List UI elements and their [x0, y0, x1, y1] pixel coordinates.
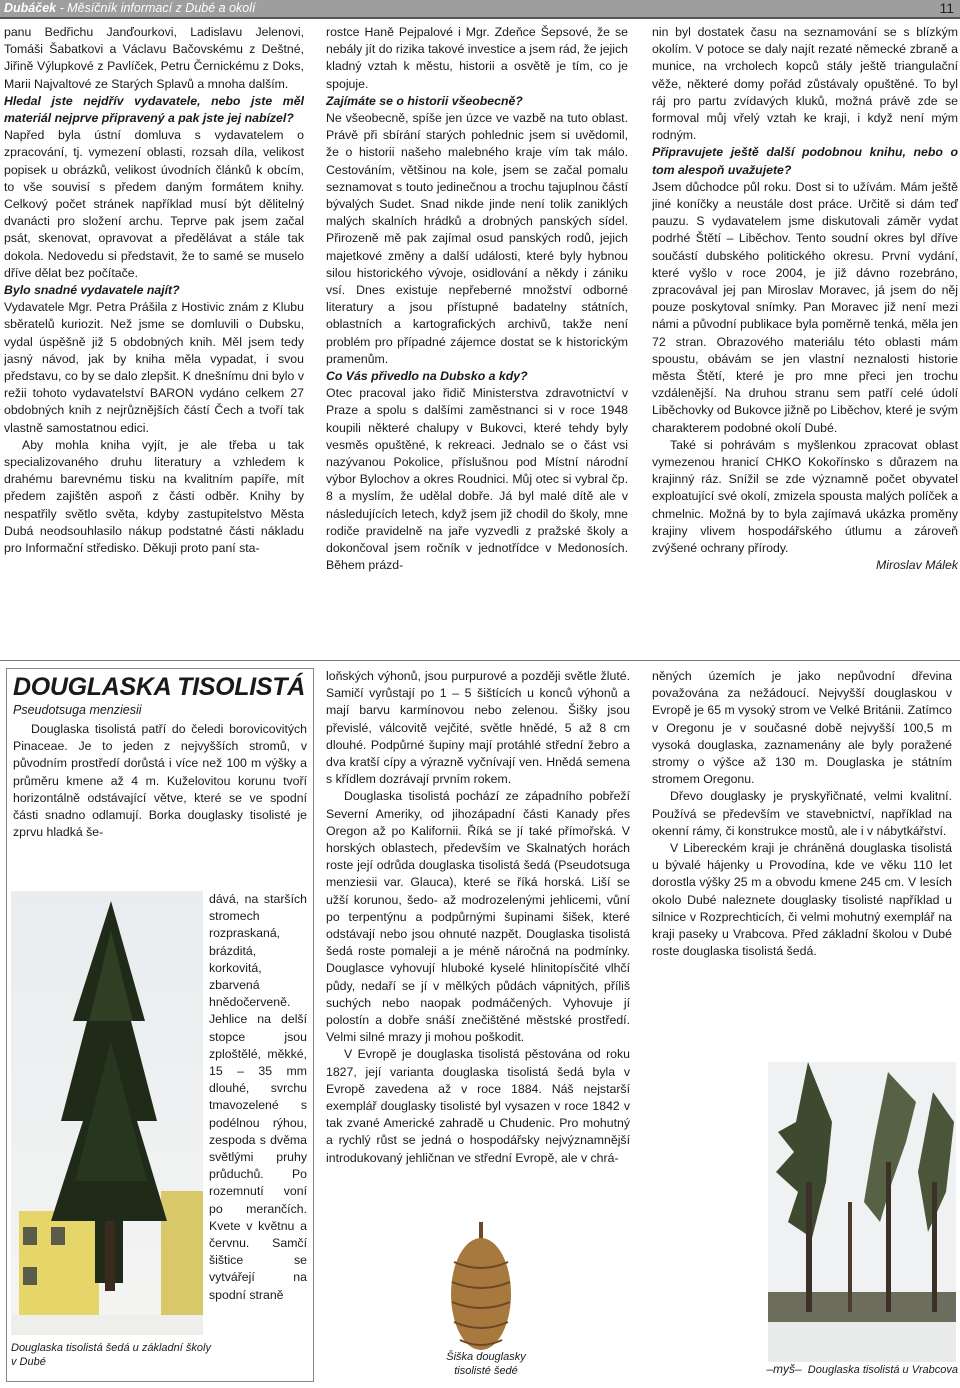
spruce-caption [680, 1362, 958, 1376]
paragraph: Aby mohla kniha vyjít, je ale třeba u tak specializovaného druhu literatury a vzhledem k drahému barevnému tisku na kvalitním papíře, mít předem zajištěn aspoň z části odběr. Knihy by nespatřily světlo světa, kdyby zastupitelstvo Města Dubá neodsouhlasilo nákup podstatné části nákladu pro Informační středisko. Děkuji proto paní sta- [4, 437, 304, 556]
magazine-subtitle: - Měsíčník informací z Dubé a okolí [56, 1, 256, 15]
section-divider [0, 660, 960, 661]
article-title: DOUGLASKA TISOLISTÁ [13, 673, 305, 701]
paragraph: nin byl dostatek času na seznamování se s blízkým okolím. V potoce se daly najít rezaté německé zbraně a munice, na vrcholech kopců stály ještě triangulační věže, některé domy pořád zůstávaly opuštěné. To byl ráj pro partu zvídavých kluků, možná právě zde se formoval můj vřelý vztah ke kraji, i když není mým rodným. [652, 25, 958, 143]
spruce-photo [768, 1062, 956, 1362]
paragraph: Dřevo douglasky je pryskyřičnaté, velmi kvalitní. Používá se především ve stavebnictví, například na okenní rámy, či konstrukce mostů, ale i v nábytkářství. [652, 789, 952, 838]
signature: Miroslav Málek [876, 558, 958, 573]
paragraph: rostce Haně Pejpalové i Mgr. Zdeňce Šepsové, že se nebály jít do rizika takové investice a jsem rád, že jejich kladný vztah k městu, historii a osvětě je tím, co je spojuje. [326, 25, 628, 91]
magazine-name: Dubáček [4, 1, 57, 15]
question-heading: Hledal jste nejdřív vydavatele, nebo jste měl materiál nejprve připravený a pak jste jej nabízel? [4, 93, 304, 126]
article-box [6, 668, 314, 1382]
paragraph: loňských výhonů, jsou purpurové a později světle žluté. Samičí vyrůstají po 1 – 5 šištících u konců výhonů a mají barvu karmínovou nebo zelenou. Šišky jsou převislé, válcovitě vejčité, světle hnědé, 5 až 8 cm dlouhé. Podpůrné šupiny mají protáhlé střední žebro a dva kratší cípy a výrazně vyčnívají ven. Hnědá semena s křídlem dozrávají prvním rokem. [326, 669, 630, 787]
page-number: 11 [939, 0, 954, 16]
paragraph: Napřed byla ústní domluva s vydavatelem o zpracování, tj. vymezení oblasti, rozsah díla, velikost popisek u obrázků, velikost úvodních článků k obcím, to vše souvisí s předem daným formátem knihy. Celkový počet stránek například musí být dělitelný dvanácti pro složení archu. Teprve pak jsem začal psát, skenovat, opravovat a předělávat a stále tak dokola. Nedovedu si představit, že to samé se muselo dříve dělat bez počítače. [4, 128, 304, 280]
page-header [0, 0, 960, 19]
spruce-caption-text: Douglaska tisolistá u Vrabcova [807, 1364, 958, 1376]
paragraph: Douglaska tisolistá pochází ze západního pobřeží Severní Ameriky, od jihozápadní části Kanady přes Oregon až po Kalifornii. Říká se jí také přímořská. V horských oblastech, především ve Skalnatých horách roste její odrůda douglaska tisolistá šedá (Pseudotsuga menziesii var. Glauca), které se říká horská. Liší se užší korunou, šedo- až modrozelenými jehlicemi, vůní po terpentýnu a podpůrnými šupinami šišek, které odstávají nebo jsou ohnuté nazpět. Douglaska tisolistá šedá roste pomaleji a je méně náročná na podmínky. Douglasce vyhovují hluboké kyselé hlinitopísčité vlhčí půdy, nedaří se jí v mělkých půdách vápnitých, příliš suchých nebo naopak podmáčených. Vyhovuje jí polostín a dobře snáší znečištěné městské prostředí. Velmi silné mrazy ji mohou poškodit. [326, 789, 630, 1045]
article-intro: Douglaska tisolistá patří do čeledi borovicovitých Pinaceae. Je to jeden z nejvyšších stromů, v původním prostředí dorůstá i více než 100 m výšky a průměru kmene až 4 m. Kuželovitou korunu tvoří horizontálně odstávající větve, které se ve spodní části snadno odlamují. Borka douglasky tisolisté je zprvu hladká še- [13, 722, 307, 840]
latin-name: Pseudotsuga menziesii [13, 703, 142, 717]
school-tree-photo [11, 891, 203, 1335]
paragraph: Ne všeobecně, spíše jen úzce ve vazbě na tuto oblast. Právě při sbírání starých pohlednic jsem si uvědomil, že o historii našeho malebného kraje vím tak málo. Cestováním, většinou na kole, jsem se začal pomalu seznamovat s touto jedinečnou a trochu tajuplnou částí bývalých Sudet. Snad nikde jinde není tolik zaniklých malých skalních hrádků a drobných panských sídel. Přirozeně mě pak zajímal osud panských rodů, jejich majetkové změny a další události, které byly hybnou silou historického vývoje, osidlování a někdy i zániku vsí. Dnes existuje nepřeberné množství odborné literatury a jsou přístupné badatelny státních, oblastních a kartografických archivů, takže není problém pro případné zájemce dostat se k historickým pramenům. [326, 111, 628, 366]
paragraph: V Evropě je douglaska tisolistá pěstována od roku 1827, její varianta douglaska tisolistá šedá byla v Evropě zavedena až v roce 1884. Náš nejstarší exemplář douglasky tisolisté byl vysazen v roce 1842 v tak zvané Americké zahradě u Chudenic. Pro mohutný a rychlý růst se jedná o hospodářsky nejvýznamnější introdukovaný jehličnan ve střední Evropě, ale v chrá- [326, 1047, 630, 1165]
paragraph: Jsem důchodce půl roku. Dost si to užívám. Mám ještě jiné koníčky a neustále dost práce. Určitě si dám teď pauzu. S vydavatelem jsme diskutovali záměr vydat podrhé Štětí – Liběchov. Tento soudní okres byl dříve součástí dubského politického okresu. První vydání, které vyšlo v roce 2004, je již dávno rozebráno, zpracovával jej pan Miroslav Moravec, já jsem do něj pouze poskytoval snímky. Pan Moravec již není mezi námi a původní publikace byla poměrně tenká, měla jen 72 stran. Obrazového materiálu této oblasti mám spoustu, obávám se jen vlastní neznalosti historie města Štětí, které je pro mne přeci jen trochu vzdálenější. Na druhou stranu sem patří celé údolí Liběchovky od Bukovce jižně po Liběchov, které je svým charakterem podobné okolí Dubé. [652, 179, 958, 435]
cone-caption: Šiška douglasky tisolisté šedé [436, 1350, 536, 1378]
paragraph: Také si pohrávám s myšlenkou zpracovat oblast vymezenou hranicí CHKO Kokořínsko s důrazem na krajinný ráz. Snížil se zde významně počet obyvatel exploatující své okolí, zmizela spousta malých políček a chmelnic. Možná by to byla zajímavá ukázka proměny krajiny vlivem hospodářského útlumu a zároveň zvýšené ochrany přírody. [652, 437, 958, 556]
article-narrow-text: dává, na starších stromech rozpraskaná, brázditá, korkovitá, zbarvená hnědočerveně. Jehlice na delší stopce jsou zploštělé, měkké, 15 – 35 mm dlouhé, svrchu tmavozelené s podélnou rýhou, zespoda s dvěma světlými pruhy průduchů. Po rozemnutí voní po merančích. Kvete v květnu a červnu. Samčí šištice se vytvářejí na spodní straně [209, 892, 307, 1302]
paragraph: V Libereckém kraji je chráněná douglaska tisolistá u bývalé hájenky u Provodína, kde ve věku 110 let dorostla výšky 25 m a obvodu kmene 245 cm. V lesích okolo Dubé naleznete douglasky tisolisté například u silnice v Rozprechticích, či velmi mohutný exemplář na kraji paseky u Vrabcova. Před základní školou v Dubé roste douglaska tisolistá šedá. [652, 841, 952, 959]
interview-column-3 [652, 24, 958, 656]
interview-column-2 [326, 24, 628, 654]
paragraph: něných územích je jako nepůvodní dřevina považována za nežádoucí. Nejvyšší douglaskou v Evropě je 65 m vysoký strom ve Velké Británii. Zatímco v Oregonu je v současné době nejvyšší 100,5 m vysoká douglaska, zaznamenány ale byly poražené stromy o výšce až 130 m. Douglaska je státním stromem Oregonu. [652, 669, 952, 787]
cone-photo [438, 1222, 524, 1366]
paragraph: Vydavatele Mgr. Petra Prášila z Hostivic znám z Klubu sběratelů kuriozit. Než jsme se domluvili o Dubsku, vydal úspěšně již 5 obdobných knih. Měl jsem tedy jasný návod, jak by kniha měla vypadat, i svou představu, co by se dalo zlepšit. K dnešnímu dni bylo v režii tohoto vydavatelství BARON vydáno celkem 27 obdobných knih z nejrůznějších částí Čech a tvoří tak vlastně samostatnou edici. [4, 300, 304, 435]
magazine-title [4, 1, 256, 15]
school-tree-caption: Douglaska tisolistá šedá u základní školy v Dubé [11, 1342, 211, 1368]
question-heading: Připravujete ještě další podobnou knihu, nebo o tom alespoň uvažujete? [652, 145, 958, 177]
question-heading: Zajímáte se o historii všeobecně? [326, 93, 523, 108]
question-heading: Co Vás přivedlo na Dubsko a kdy? [326, 369, 528, 384]
author-initials: –myš– [766, 1362, 802, 1376]
interview-column-1 [4, 24, 304, 652]
paragraph: Otec pracoval jako řidič Ministerstva zdravotnictví v Praze a spolu s dalšími zaměstnanci si v roce 1948 koupili některé chalupy v Bukovci, které tehdy byly vesměs opuštěné, k rekreaci. Jednalo se o část vsi nazývanou Pokolice, příslušnou pod Místní národní výbor Bylochov a okres Roudnici. Můj otec si vybral čp. 8 a myslím, že udělal dobře. Já byl malé dítě ale v následujících letech, když jsem již chodil do školy, mne rodiče pravidelně na jaře vyzvedli z pražské školy a dokončoval jsem ročník v jednotřídce v Medonosích. Během prázd- [326, 386, 628, 573]
paragraph: panu Bedřichu Janďourkovi, Ladislavu Jelenovi, Tomáši Šabatkovi a Václavu Bačovskému z Deštné, Jiřině Výlupkové z Pavlíček, Petru Černickému z Doks, Marii Najvaltové ze Starých Splavů a mnoha dalším. [4, 25, 304, 91]
question-heading: Bylo snadné vydavatele najít? [4, 283, 180, 298]
